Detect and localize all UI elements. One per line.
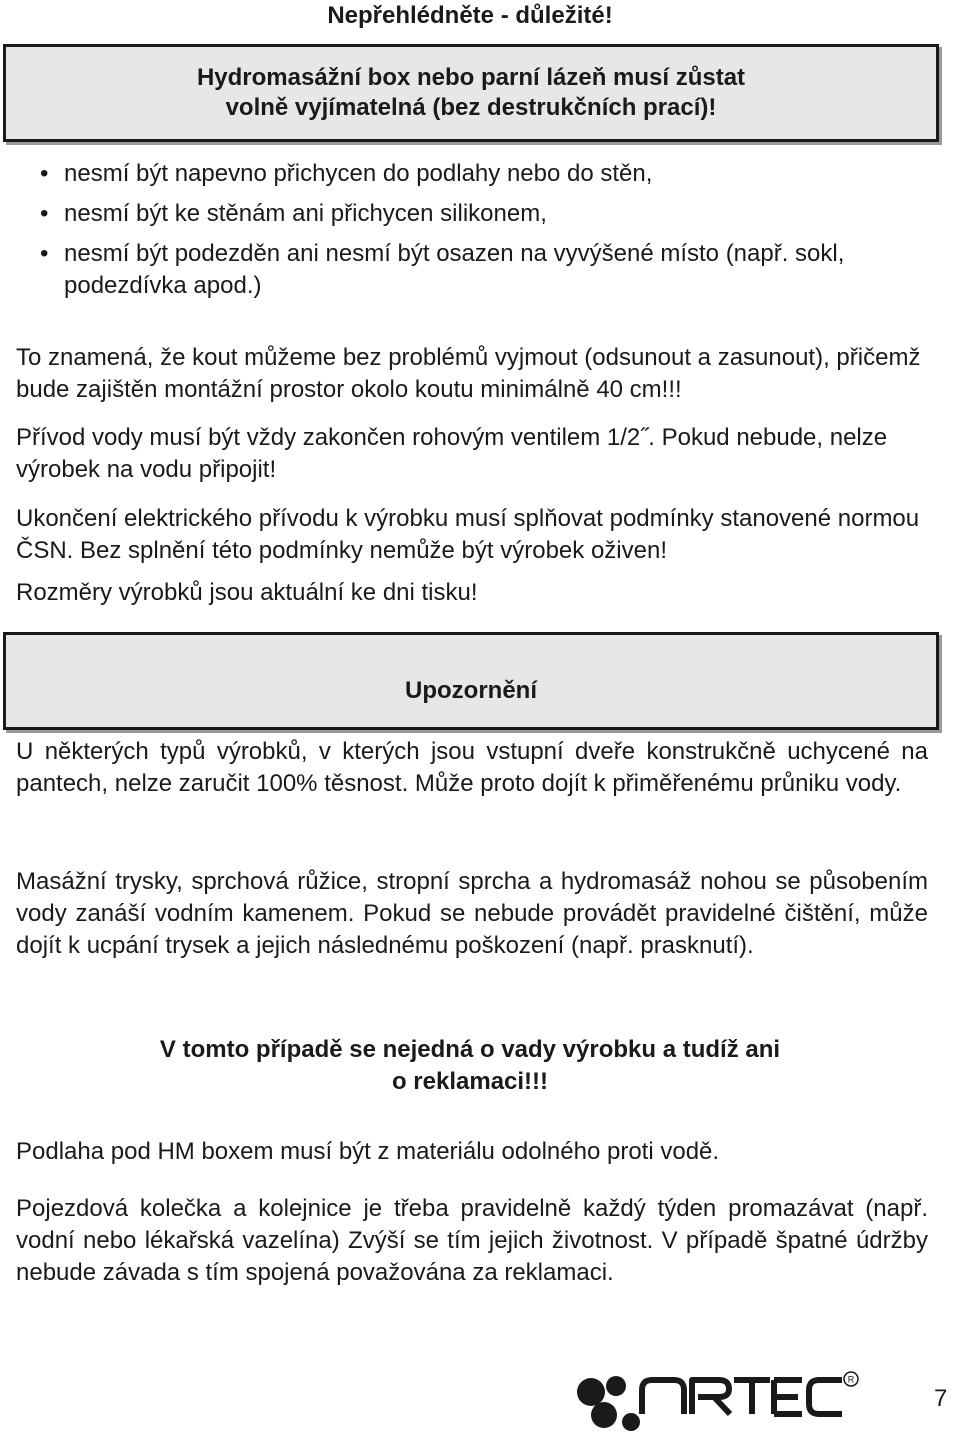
notice-paragraph-floor: Podlaha pod HM boxem musí být z materiálu odolného proti vodě.	[16, 1138, 720, 1165]
paragraph-electric: Ukončení elektrického přívodu k výrobku musí splňovat podmínky stanovené normou ČSN. Bez splnění této podmínky nemůže být výrobek oživen!	[16, 505, 920, 564]
logo-letter-r	[692, 1380, 730, 1414]
notice-title: Upozornění	[405, 677, 537, 704]
registered-letter: R	[847, 1374, 855, 1385]
logo-wordmark	[642, 1380, 842, 1414]
warning-box	[3, 44, 939, 142]
bold-line-1: V tomto případě se nejedná o vady výrobku a tudíž ani	[159, 1036, 781, 1063]
artec-logo	[574, 1370, 864, 1445]
list-item: • nesmí být podezděn ani nesmí být osazen na vyvýšené místo (např. sokl, podezdívka apod.)	[40, 238, 920, 302]
bold-line-2: o reklamaci!!!	[391, 1068, 549, 1095]
logo-drop-2	[606, 1376, 626, 1396]
list-item: • nesmí být napevno přichycen do podlahy nebo do stěn,	[40, 158, 920, 190]
logo-drop-1	[577, 1378, 605, 1406]
notice-paragraph-doors: U některých typů výrobků, v kterých jsou vstupní dveře konstrukčně uchycené na pantech, nelze zaručit 100% těsnost. Může proto dojít k přiměřenému průniku vody.	[16, 738, 928, 797]
logo-drop-4	[622, 1413, 640, 1431]
bold-statement	[0, 1034, 940, 1098]
logo-letter-a	[642, 1380, 684, 1414]
page-number: 7	[934, 1385, 948, 1412]
list-item: • nesmí být ke stěnám ani přichycen silikonem,	[40, 198, 920, 230]
notice-paragraph-limescale: Masážní trysky, sprchová růžice, stropní sprcha a hydromasáž nohou se působením vody zanáší vodním kamenem. Pokud se nebude provádět pravidelné čištění, může dojít k ucpání trysek a jejich následnému poškození (např. prasknutí).	[16, 868, 928, 959]
warning-text	[6, 63, 936, 123]
warning-line-2: volně vyjímatelná (bez destrukčních prací)!	[225, 94, 717, 121]
page-title: Nepřehlédněte - důležité!	[327, 2, 613, 29]
paragraph-removal: To znamená, že kout můžeme bez problémů vyjmout (odsunout a zasunout), přičemž bude zajištěn montážní prostor okolo koutu minimálně 40 cm!!!	[16, 344, 921, 403]
warning-line-1: Hydromasážní box nebo parní lázeň musí zůstat	[196, 64, 746, 91]
logo-letter-c	[809, 1380, 842, 1414]
notice-paragraph-maintenance: Pojezdová kolečka a kolejnice je třeba pravidelně každý týden promazávat (např. vodní nebo lékařská vazelína) Zvýší se tím jejich životnost. V případě špatné údržby nebude závada s tím spojená považována za reklamaci.	[16, 1195, 928, 1286]
paragraph-dimensions: Rozměry výrobků jsou aktuální ke dni tisku!	[16, 579, 478, 606]
logo-letter-e	[774, 1380, 802, 1414]
logo-drop-3	[591, 1402, 617, 1428]
paragraph-water-supply: Přívod vody musí být vždy zakončen rohovým ventilem 1/2˝. Pokud nebude, nelze výrobek na vodu připojit!	[16, 424, 888, 483]
logo-letter-t	[734, 1380, 770, 1414]
restrictions-list	[40, 158, 920, 310]
notice-box	[3, 632, 939, 730]
